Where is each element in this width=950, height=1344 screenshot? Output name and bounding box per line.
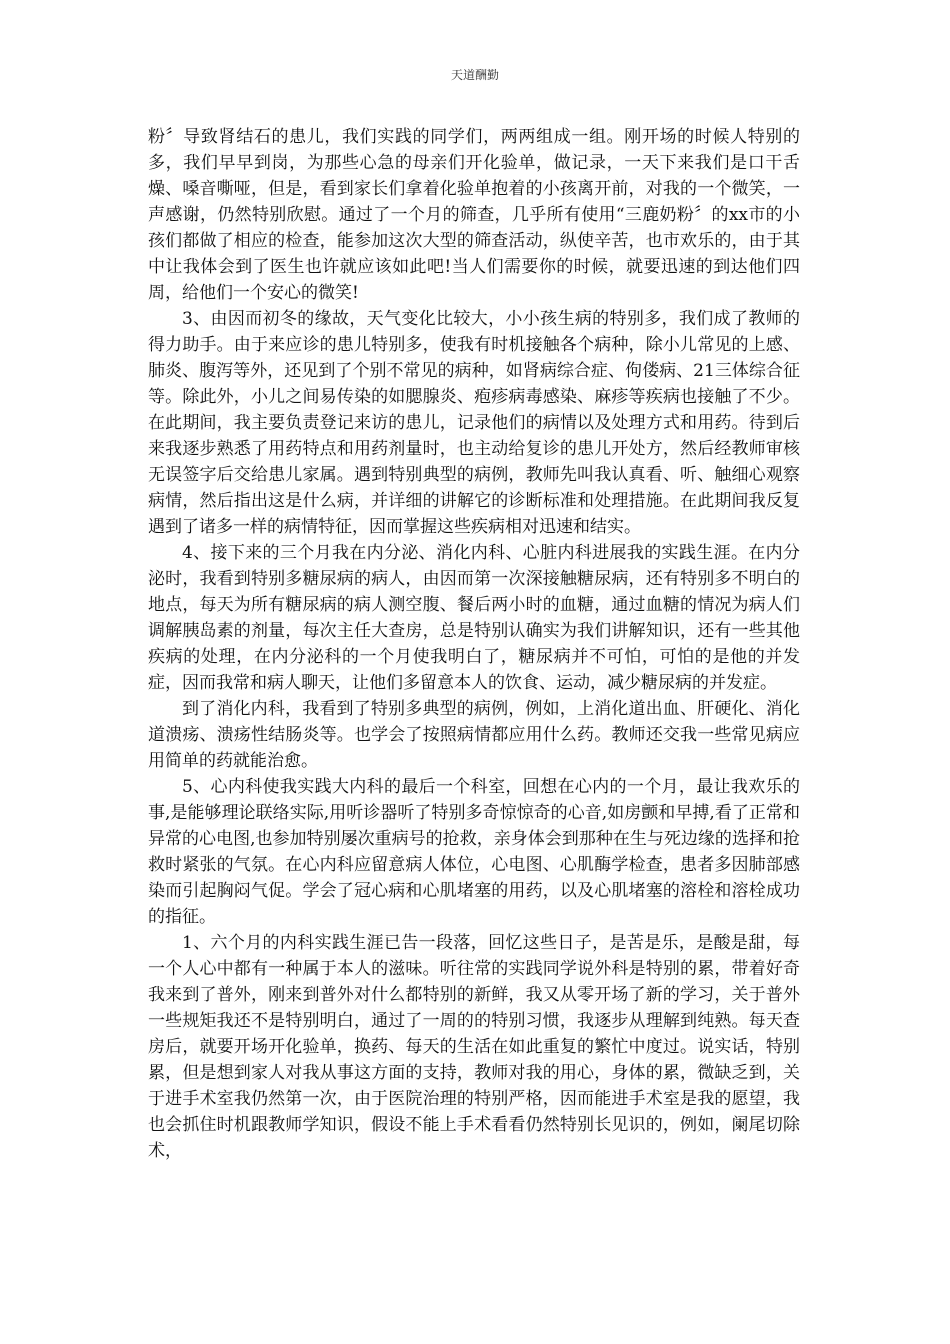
paragraph: 粉〞导致肾结石的患儿，我们实践的同学们，两两组成一组。刚开场的时候人特别的多，我们早早到岗，为那些心急的母亲们开化验单，做记录，一天下来我们是口干舌燥、嗓音嘶哑，但是，看到家长们拿着化验单抱着的小孩离开前，对我的一个微笑，一声感谢，仍然特别欣慰。通过了一个月的筛查，几乎所有使用“三鹿奶粉〞的xx市的小孩们都做了相应的检查，能参加这次大型的筛查活动，纵使辛苦，也市欢乐的，由于其中让我体会到了医生也许就应该如此吧!当人们需要你的时候，就要迅速的到达他们四周，给他们一个安心的微笑! (148, 127, 800, 303)
paragraph: 到了消化内科，我看到了特别多典型的病例，例如，上消化道出血、肝硬化、消化道溃疡、溃疡性结肠炎等。也学会了按照病情都应用什么药。教师还交我一些常见病应用简单的药就能治愈。 (148, 699, 800, 771)
paragraph: 5、心内科使我实践大内科的最后一个科室，回想在心内的一个月，最让我欢乐的事,是能够理论联络实际,用听诊器听了特别多奇惊惊奇的心音,如房颤和早搏,看了正常和异常的心电图,也参加特别屡次重病号的抢救，亲身体会到那种在生与死边缘的选择和抢救时紧张的气氛。在心内科应留意病人体位，心电图、心肌酶学检查，患者多因肺部感染而引起胸闷气促。学会了冠心病和心肌堵塞的用药，以及心肌堵塞的溶栓和溶栓成功的指征。 (148, 777, 800, 927)
page-header: 天道酬勤 (450, 68, 499, 82)
paragraph: 3、由因而初冬的缘故，天气变化比较大，小小孩生病的特别多，我们成了教师的得力助手。由于来应诊的患儿特别多，使我有时机接触各个病种，除小儿常见的上感、肺炎、腹泻等外，还见到了个别不常见的病种，如肾病综合症、佝偻病、21三体综合征等。除此外，小儿之间易传染的如腮腺炎、疱疹病毒感染、麻疹等疾病也接触了不少。在此期间，我主要负责登记来访的患儿，记录他们的病情以及处理方式和用药。待到后来我逐步熟悉了用药特点和用药剂量时，也主动给复诊的患儿开处方，然后经教师审核无误签字后交给患儿家属。遇到特别典型的病例，教师先叫我认真看、听、触细心观察病情，然后指出这是什么病，并详细的讲解它的诊断标准和处理措施。在此期间我反复遇到了诸多一样的病情特征，因而掌握这些疾病相对迅速和结实。 (148, 309, 800, 537)
document-body (148, 124, 800, 1164)
paragraph: 4、接下来的三个月我在内分泌、消化内科、心脏内科进展我的实践生涯。在内分泌时，我看到特别多糖尿病的病人，由因而第一次深接触糖尿病，还有特别多不明白的地点，每天为所有糖尿病的病人测空腹、餐后两小时的血糖，通过血糖的情况为病人们调解胰岛素的剂量，每次主任大查房，总是特别认确实为我们讲解知识，还有一些其他疾病的处理，在内分泌科的一个月使我明白了，糖尿病并不可怕，可怕的是他的并发症，因而我常和病人聊天，让他们多留意本人的饮食、运动，减少糖尿病的并发症。 (148, 543, 800, 693)
paragraph: 1、六个月的内科实践生涯已告一段落，回忆这些日子，是苦是乐，是酸是甜，每一个人心中都有一种属于本人的滋味。听往常的实践同学说外科是特别的累，带着好奇我来到了普外，刚来到普外对什么都特别的新鲜，我又从零开场了新的学习，关于普外一些规矩我还不是特别明白，通过了一周的的特别习惯，我逐步从理解到纯熟。每天查房后，就要开场开化验单，换药、每天的生活在如此重复的繁忙中度过。说实话，特别累，但是想到家人对我从事这方面的支持，教师对我的用心，身体的累，微缺乏到，关于进手术室我仍然第一次，由于医院治理的特别严格，因而能进手术室是我的愿望，我也会抓住时机跟教师学知识，假设不能上手术看看仍然特别长见识的，例如，阑尾切除术， (148, 933, 800, 1161)
